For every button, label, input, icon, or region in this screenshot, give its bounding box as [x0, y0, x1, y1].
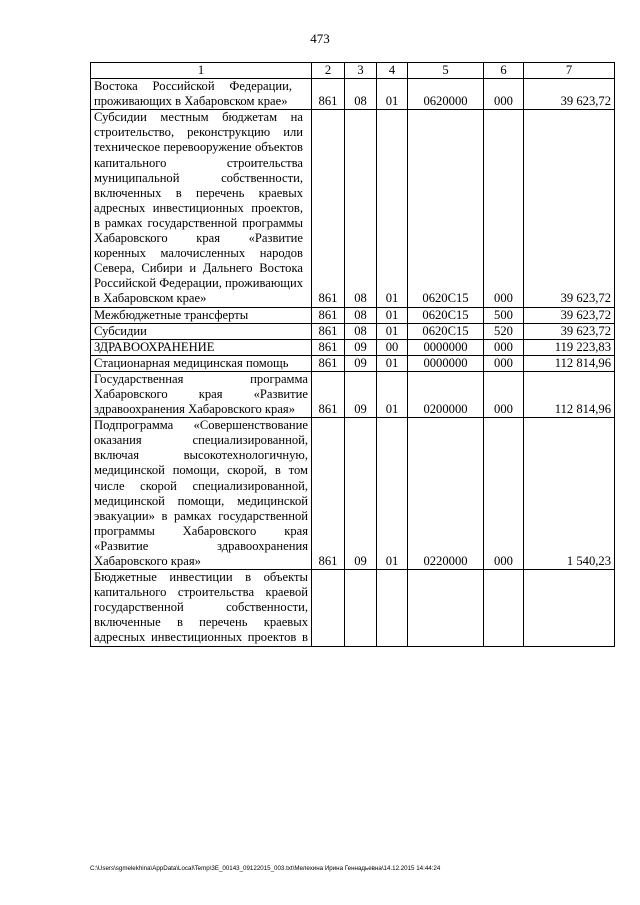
row-target-article: 0620000 — [408, 79, 484, 110]
row-section: 09 — [345, 418, 377, 570]
row-name — [91, 79, 312, 110]
header-col-1: 1 — [91, 63, 312, 79]
row-section: 09 — [345, 371, 377, 417]
row-name — [91, 418, 312, 570]
row-expense-type: 000 — [484, 79, 524, 110]
row-subsection: 01 — [377, 418, 408, 570]
row-name — [91, 307, 312, 323]
row-expense-type: 000 — [484, 110, 524, 307]
row-expense-type: 000 — [484, 418, 524, 570]
row-name — [91, 339, 312, 355]
row-subsection: 00 — [377, 339, 408, 355]
row-subsection: 01 — [377, 307, 408, 323]
row-name — [91, 323, 312, 339]
row-section: 08 — [345, 110, 377, 307]
row-subsection: 01 — [377, 371, 408, 417]
row-name-text: Подпрограмма «Совершенствование оказания специализированной, включая высокотехнологичную, медицинской помощи, скорой, в том числе скорой специализированной, медицинской помощи, медицинской эвакуации» в рамках государственной программы Хабаровского края «Развитие здравоохранения Хабаровского края» — [94, 418, 308, 568]
row-subsection — [377, 570, 408, 646]
row-ministry-code: 861 — [312, 307, 345, 323]
table-row — [91, 339, 615, 355]
row-subsection: 01 — [377, 110, 408, 307]
table-row — [91, 371, 615, 417]
row-target-article: 0000000 — [408, 355, 484, 371]
row-name-text: Межбюджетные трансферты — [94, 307, 249, 322]
row-amount: 39 623,72 — [524, 79, 615, 110]
row-ministry-code: 861 — [312, 323, 345, 339]
footer-file-path: C:\Users\sgmelekhina\AppData\Local\Temp\3E_00143_09122015_003.txt\Мелехина Ирина Геннадьевна\14.12.2015 14:44:24 — [90, 865, 441, 872]
row-name-text: Стационарная медицинская помощь — [94, 355, 289, 370]
row-section: 09 — [345, 355, 377, 371]
row-ministry-code: 861 — [312, 355, 345, 371]
header-col-7: 7 — [524, 63, 615, 79]
row-name-text: Субсидии — [94, 323, 147, 338]
row-section: 08 — [345, 307, 377, 323]
row-amount: 1 540,23 — [524, 418, 615, 570]
row-name — [91, 570, 312, 646]
row-amount: 39 623,72 — [524, 307, 615, 323]
row-expense-type: 500 — [484, 307, 524, 323]
row-target-article: 0620С15 — [408, 110, 484, 307]
row-expense-type: 520 — [484, 323, 524, 339]
header-col-2: 2 — [312, 63, 345, 79]
row-ministry-code: 861 — [312, 339, 345, 355]
table-row — [91, 570, 615, 646]
row-target-article: 0200000 — [408, 371, 484, 417]
table-header-row — [91, 63, 615, 79]
row-subsection: 01 — [377, 79, 408, 110]
row-name-text: Бюджетные инвестиции в объекты капитального строительства краевой государственной собственности, включенные в перечень краевых адресных инвестиционных проектов в — [94, 570, 308, 645]
row-amount — [524, 570, 615, 646]
row-amount: 39 623,72 — [524, 110, 615, 307]
row-subsection: 01 — [377, 323, 408, 339]
row-name-text: Субсидии местным бюджетам на строительство, реконструкцию или техническое перевооружение объектов капитального строительства муниципальной собственности, включенных в перечень краевых адресных инвестиционных проектов, в рамках государственной программы Хабаровского края «Развитие коренных малочисленных народов Севера, Сибири и Дальнего Востока Российской Федерации, проживающих в Хабаровском крае» — [94, 110, 303, 306]
row-ministry-code: 861 — [312, 110, 345, 307]
row-target-article: 0000000 — [408, 339, 484, 355]
header-col-6: 6 — [484, 63, 524, 79]
row-section — [345, 570, 377, 646]
row-section: 09 — [345, 339, 377, 355]
row-ministry-code: 861 — [312, 418, 345, 570]
header-col-4: 4 — [377, 63, 408, 79]
table-row — [91, 418, 615, 570]
header-col-3: 3 — [345, 63, 377, 79]
row-expense-type — [484, 570, 524, 646]
table-row — [91, 79, 615, 110]
row-expense-type: 000 — [484, 355, 524, 371]
row-ministry-code: 861 — [312, 371, 345, 417]
row-ministry-code: 861 — [312, 79, 345, 110]
row-name-text: Государственная программа Хабаровского края «Развитие здравоохранения Хабаровского края» — [94, 371, 308, 417]
row-target-article: 0220000 — [408, 418, 484, 570]
row-expense-type: 000 — [484, 339, 524, 355]
row-name — [91, 110, 312, 307]
row-amount: 112 814,96 — [524, 371, 615, 417]
row-section: 08 — [345, 323, 377, 339]
table-row — [91, 355, 615, 371]
row-target-article: 0620С15 — [408, 307, 484, 323]
row-target-article — [408, 570, 484, 646]
row-expense-type: 000 — [484, 371, 524, 417]
row-name — [91, 371, 312, 417]
row-name-text: ЗДРАВООХРАНЕНИЕ — [94, 339, 215, 354]
row-subsection: 01 — [377, 355, 408, 371]
row-name — [91, 355, 312, 371]
header-col-5: 5 — [408, 63, 484, 79]
table-row — [91, 307, 615, 323]
budget-table — [90, 62, 615, 647]
row-section: 08 — [345, 79, 377, 110]
row-amount: 112 814,96 — [524, 355, 615, 371]
table-row — [91, 110, 615, 307]
page-number: 473 — [310, 31, 330, 46]
row-amount: 119 223,83 — [524, 339, 615, 355]
table-row — [91, 323, 615, 339]
row-ministry-code — [312, 570, 345, 646]
row-name-text: Востока Российской Федерации, проживающих в Хабаровском крае» — [94, 79, 292, 109]
row-target-article: 0620С15 — [408, 323, 484, 339]
row-amount: 39 623,72 — [524, 323, 615, 339]
